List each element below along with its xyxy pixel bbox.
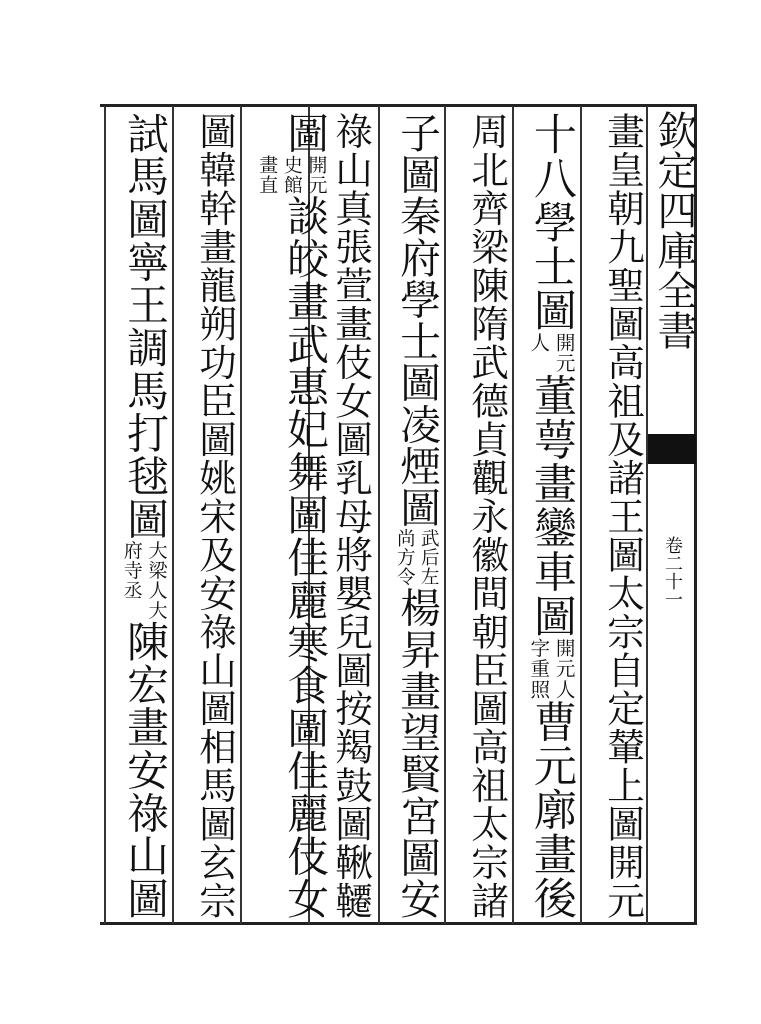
annotation-line: 開元人 xyxy=(552,637,576,700)
column-text xyxy=(525,112,576,920)
main-text: 子圖秦府學士圖凌煙圖 xyxy=(392,112,440,529)
main-text: 圖韓幹畫龍朔功臣圖姚宋及安祿山圖相馬圖玄宗 xyxy=(192,112,236,920)
column-divider xyxy=(512,106,514,924)
text-column-7 xyxy=(184,112,236,924)
column-text xyxy=(392,112,440,920)
annotation-note xyxy=(527,638,576,700)
annotation-line: 開元 xyxy=(552,332,576,374)
column-text xyxy=(256,112,328,920)
book-title: 欽定四庫全書 xyxy=(651,110,697,350)
annotation-line: 府寺丞 xyxy=(120,540,144,601)
main-text: 圖 xyxy=(279,112,328,155)
annotation-note xyxy=(394,528,440,586)
fish-tail-mark xyxy=(648,434,696,464)
column-divider xyxy=(240,106,242,924)
annotation-line: 大梁人大 xyxy=(145,540,168,621)
text-column-1 xyxy=(592,112,644,924)
main-text: 陳宏畫安祿山圖 xyxy=(119,620,168,920)
text-column-8 xyxy=(116,112,168,924)
margin-divider xyxy=(646,106,648,924)
annotation-note xyxy=(120,540,168,620)
column-text xyxy=(600,112,644,920)
annotation-line: 武后左 xyxy=(417,528,440,587)
text-column-3 xyxy=(456,112,508,924)
page-margin xyxy=(648,96,696,926)
annotation-line: 開元 xyxy=(305,154,328,195)
annotation-note xyxy=(256,155,328,195)
annotation-line: 尚方令 xyxy=(393,528,416,587)
annotation-line: 史館 xyxy=(280,154,304,195)
column-text xyxy=(119,112,168,920)
text-column-6 xyxy=(252,112,328,924)
text-column-4 xyxy=(388,112,440,924)
column-text xyxy=(328,112,372,920)
text-column-2 xyxy=(524,112,576,924)
main-text: 曹元廓畫後 xyxy=(526,699,576,920)
frame-top-rule xyxy=(100,104,696,107)
column-text xyxy=(192,112,236,920)
main-text: 畫皇朝九聖圖高祖及諸王圖太宗自定輦上圖開元 xyxy=(600,112,644,920)
column-divider xyxy=(580,106,582,924)
main-text: 祿山真張萱畫伎女圖乳母將嬰兒圖按羯鼓圖鞦韆 xyxy=(328,112,372,920)
annotation-note xyxy=(527,332,576,373)
main-text: 試馬圖寧王調馬打毬圖 xyxy=(119,112,168,541)
main-text: 談皎畫武惠妃舞圖佳麗寒食圖佳麗伎女 xyxy=(279,194,328,920)
annotation-line: 字重照 xyxy=(527,637,551,700)
annotation-line: 人 xyxy=(527,332,551,353)
column-text xyxy=(464,112,508,920)
column-divider xyxy=(444,106,446,924)
main-text: 楊昇畫望賢宮圖安 xyxy=(392,586,440,920)
main-text: 董萼畫鑾車圖 xyxy=(526,373,576,638)
main-text: 周北齊梁陳隋武德貞觀永徽間朝臣圖高祖太宗諸 xyxy=(464,112,508,920)
main-text: 十八學士圖 xyxy=(526,112,576,333)
column-divider xyxy=(172,106,174,924)
column-divider xyxy=(378,106,380,924)
volume-label: 卷二十一 xyxy=(662,536,683,608)
annotation-line: 畫直 xyxy=(255,154,279,195)
column-divider xyxy=(104,106,106,924)
